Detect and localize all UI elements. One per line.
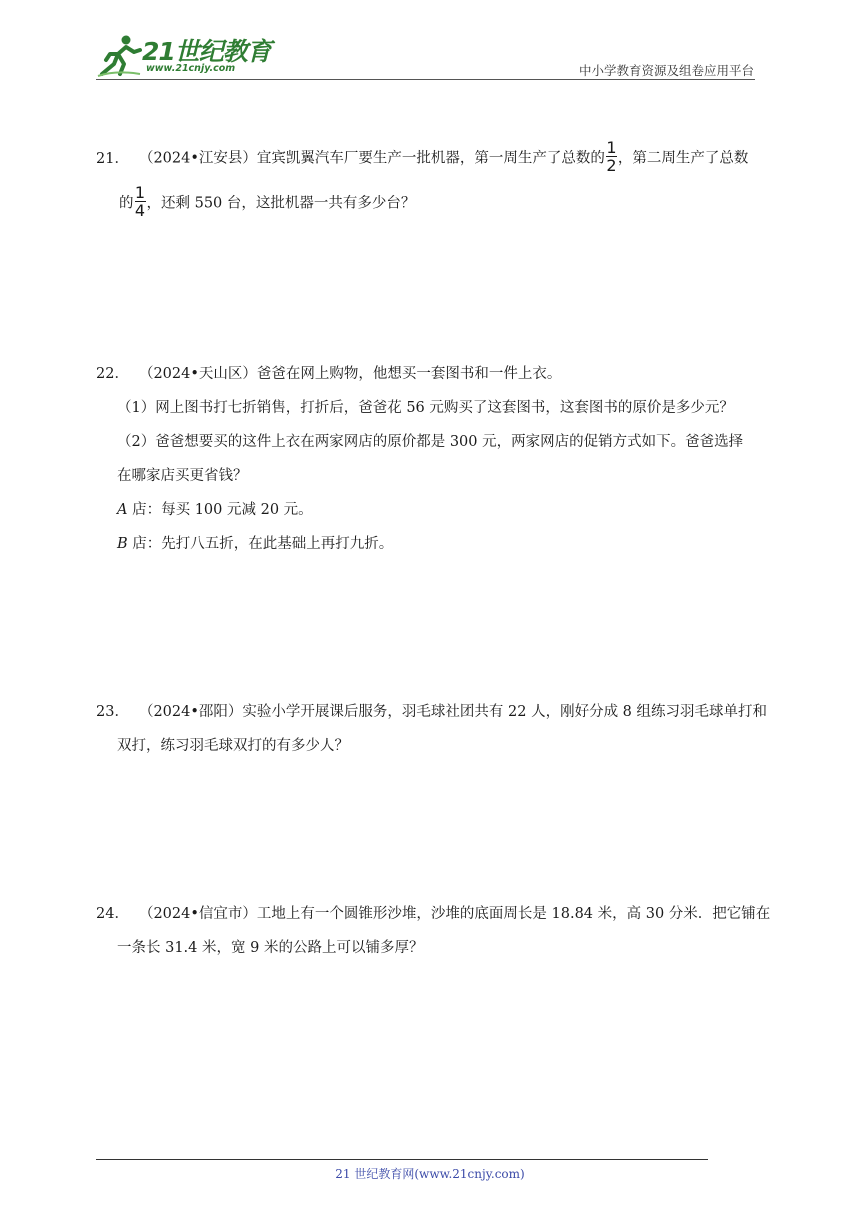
question-22-line-1	[96, 362, 766, 386]
running-man-icon	[96, 34, 142, 78]
question-21-line-1	[96, 138, 766, 176]
question-22-part-2-line-1: （2）爸爸想要买的这件上衣在两家网店的原价都是 300 元，两家网店的促销方式如下。爸爸选择	[117, 434, 744, 450]
question-number: 22．	[96, 366, 129, 382]
question-21-line-2	[119, 183, 416, 221]
question-22-part-1: （1）网上图书打七折销售，打折后，爸爸花 56 元购买了这套图书，这套图书的原价是多少元？	[117, 400, 734, 416]
question-number: 24．	[96, 906, 129, 922]
page-footer: 21 世纪教育网(www.21cnjy.com)	[335, 1167, 525, 1181]
store-a-text: 店：每买 100 元减 20 元。	[127, 502, 313, 518]
question-text: （2024•邵阳）实验小学开展课后服务，羽毛球社团共有 22 人，刚好分成 8 组练习羽毛球单打和	[138, 704, 768, 720]
store-b-letter: B	[117, 536, 128, 552]
store-a-promotion	[117, 498, 313, 522]
question-23-line-2: 双打，练习羽毛球双打的有多少人？	[117, 738, 349, 754]
question-24-line-1	[96, 902, 771, 926]
footer-divider	[96, 1159, 708, 1160]
fraction-one-quarter	[135, 184, 146, 219]
fraction-one-half	[606, 139, 617, 174]
fraction-numerator: 1	[134, 183, 146, 202]
store-b-promotion	[117, 532, 393, 556]
store-a-letter: A	[117, 502, 128, 518]
store-b-text: 店：先打八五折，在此基础上再打九折。	[127, 536, 394, 552]
fraction-denominator: 4	[134, 201, 146, 220]
question-23-line-1	[96, 700, 766, 724]
question-22-part-2-line-2: 在哪家店买更省钱？	[117, 468, 248, 484]
page-header	[0, 0, 860, 80]
fraction-denominator: 2	[606, 156, 617, 175]
logo-text: 21世纪教育	[142, 37, 271, 66]
question-24-line-2: 一条长 31.4 米，宽 9 米的公路上可以铺多厚？	[117, 940, 424, 956]
question-text: 的	[119, 195, 134, 212]
logo-url: www.21cnjy.com	[146, 63, 236, 74]
fraction-numerator: 1	[606, 138, 617, 157]
question-number: 23．	[96, 704, 129, 720]
question-text: （2024•信宜市）工地上有一个圆锥形沙堆，沙堆的底面周长是 18.84 米，高 30 分米．把它铺在	[138, 906, 771, 922]
header-tagline: 中小学教育资源及组卷应用平台	[578, 63, 754, 78]
question-text: （2024•江安县）宜宾凯翼汽车厂要生产一批机器，第一周生产了总数的	[138, 150, 605, 167]
question-text: ，还剩 550 台，这批机器一共有多少台？	[146, 195, 416, 212]
question-text: （2024•天山区）爸爸在网上购物，他想买一套图书和一件上衣。	[138, 366, 562, 382]
header-divider	[96, 79, 755, 80]
question-number: 21．	[96, 150, 129, 167]
question-text: ，第二周生产了总数	[617, 150, 749, 167]
site-logo	[96, 34, 271, 78]
